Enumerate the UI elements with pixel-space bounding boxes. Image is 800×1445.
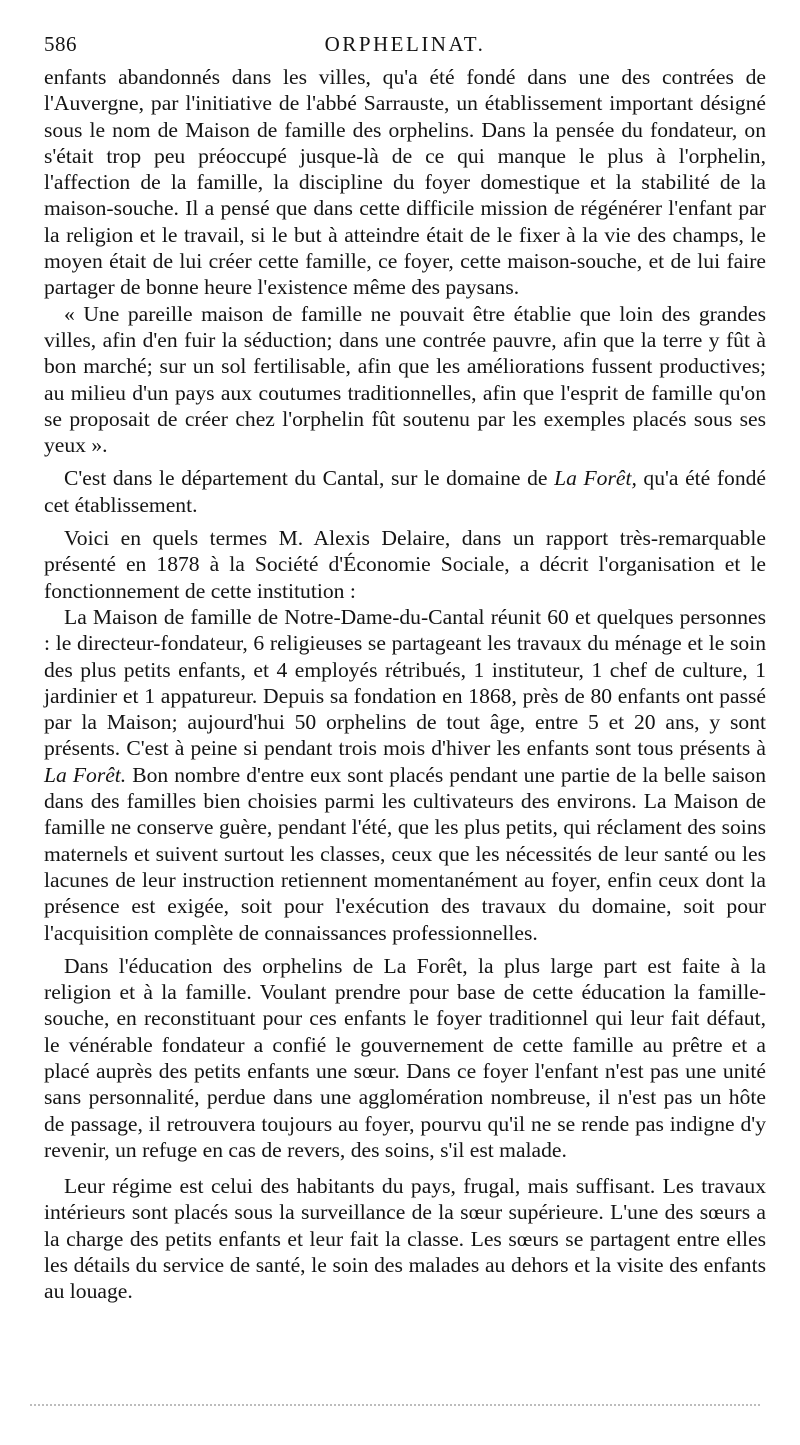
paragraph — [44, 301, 766, 459]
paragraph-text: qu'a été fondé cet établissement. — [44, 466, 766, 517]
paragraph-text: Voici en quels termes M. Alexis Delaire, dans un rapport très-remarquable présenté en 1878 à la Société d'Économie Sociale, a décrit l'organisation et le fonctionnement de cette institution : — [44, 526, 766, 603]
paragraph — [44, 1173, 766, 1304]
paragraph — [44, 64, 766, 301]
paragraph-text: Leur régime est celui des habitants du pays, frugal, mais suffisant. Les travaux intérieurs sont placés sous la surveillance de la sœur supérieure. L'une des sœurs a la charge des petits enfants et leur fait la classe. Les sœurs se partagent entre elles les détails du service de santé, le soin des malades au dehors et la visite des enfants au louage. — [44, 1174, 766, 1304]
italic-place-name: La Forêt, — [554, 466, 637, 491]
paragraph — [44, 525, 766, 604]
paragraph — [44, 604, 766, 946]
footer-dotted-rule — [30, 1404, 760, 1406]
page-number: 586 — [44, 32, 77, 56]
italic-place-name: La Forêt. — [44, 762, 127, 787]
paragraph — [44, 465, 766, 518]
running-title: ORPHELINAT. — [324, 32, 486, 56]
paragraph — [44, 953, 766, 1163]
page-header — [44, 26, 766, 64]
paragraph-text: « Une pareille maison de famille ne pouvait être établie que loin des grandes villes, afin d'en fuir la séduction; dans une contrée pauvre, afin que la terre y fût à bon marché; sur un sol fertilisable, afin que les améliorations fussent productives; au milieu d'un pays aux coutumes traditionnelles, afin que l'esprit de famille qu'on se proposait de créer chez l'orphelin fût soutenu par les exemples placés sous ses yeux ». — [44, 301, 766, 458]
book-page — [44, 26, 766, 1305]
paragraph-text: Dans l'éducation des orphelins de La Forêt, la plus large part est faite à la religion et à la famille. Voulant prendre pour base de cette éducation la famille-souche, en reconstituant pour ces enfants le foyer traditionnel qui leur fait défaut, le vénérable fondateur a confié le gouvernement de cette famille au prêtre et a placé auprès des petits enfants une sœur. Dans ce foyer l'enfant n'est pas une unité sans personnalité, perdue dans une agglomération nombreuse, il n'est pas un hôte de passage, il retrouvera toujours au foyer, pourvu qu'il ne se rende pas indigne d'y revenir, un refuge en cas de revers, des soins, s'il est malade. — [44, 953, 766, 1162]
body-text — [44, 64, 766, 1305]
paragraph-text: Bon nombre d'entre eux sont placés pendant une partie de la belle saison dans des familles bien choisies parmi les cultivateurs des environs. La Maison de famille ne conserve guère, pendant l'été, que les plus petits, qui réclament des soins maternels et suivent surtout les classes, ceux que les nécessités de leur santé ou les lacunes de leur instruction retiennent momentanément au foyer, enfin ceux dont la présence est exigée, soit pour l'exécution des travaux du domaine, soit pour l'acquisition complète de connaissances professionnelles. — [44, 762, 766, 945]
paragraph-text: C'est dans le département du Cantal, sur le domaine de — [64, 466, 555, 491]
paragraph-text: La Maison de famille de Notre-Dame-du-Cantal réunit 60 et quelques personnes : le directeur-fondateur, 6 religieuses se partageant les travaux du ménage et le soin des plus petits enfants, et 4 employés rétribués, 1 instituteur, 1 chef de culture, 1 jardinier et 1 appatureur. Depuis sa fondation en 1868, près de 80 enfants ont passé par la Maison; aujourd'hui 50 orphelins de tout âge, entre 5 et 20 ans, y sont présents. C'est à peine si pendant trois mois d'hiver les enfants sont tous présents à — [44, 604, 766, 761]
paragraph-text: enfants abandonnés dans les villes, qu'a été fondé dans une des contrées de l'Auvergne, par l'initiative de l'abbé Sarrauste, un établissement important désigné sous le nom de Maison de famille des orphelins. Dans la pensée du fondateur, on s'était trop peu préoccupé jusque-là de ce qui manque le plus à l'orphelin, l'affection de la famille, la discipline du foyer domestique et la stabilité de la maison-souche. Il a pensé que dans cette difficile mission de régénérer l'enfant par la religion et le travail, si le but à atteindre était de le fixer à la vie des champs, le moyen était de lui créer cette famille, ce foyer, cette maison-souche, et de lui faire partager de bonne heure l'existence même des paysans. — [44, 65, 766, 300]
